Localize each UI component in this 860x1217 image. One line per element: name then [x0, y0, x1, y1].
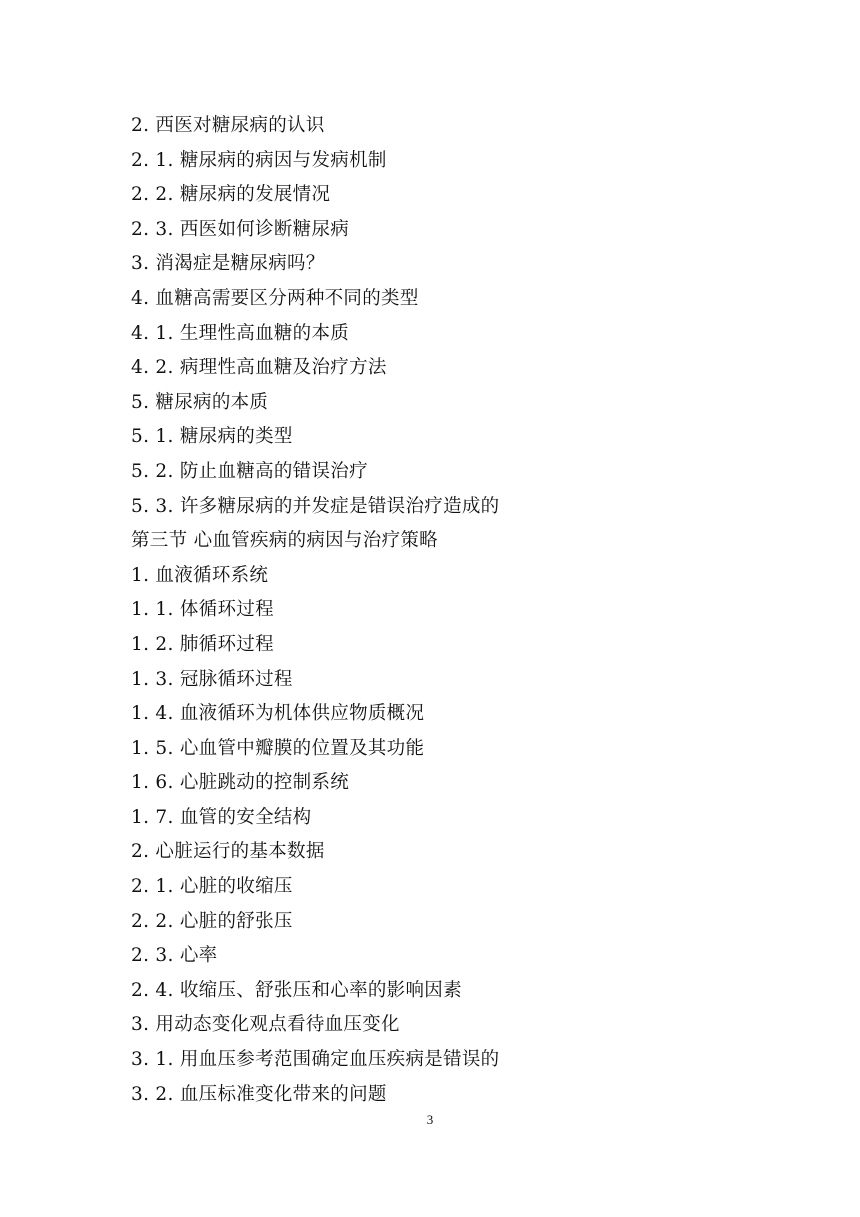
toc-line: 2. 4. 收缩压、舒张压和心率的影响因素	[131, 979, 462, 1001]
toc-line: 3. 用动态变化观点看待血压变化	[131, 1014, 400, 1036]
toc-section-heading: 第三节 心血管疾病的病因与治疗策略	[131, 530, 438, 552]
toc-line: 3. 消渴症是糖尿病吗？	[131, 253, 325, 275]
toc-line: 5. 3. 许多糖尿病的并发症是错误治疗造成的	[131, 495, 500, 517]
toc-line: 5. 糖尿病的本质	[131, 391, 269, 413]
toc-line: 1. 5. 心血管中瓣膜的位置及其功能	[131, 737, 425, 759]
toc-line: 4. 2. 病理性高血糖及治疗方法	[131, 357, 387, 379]
toc-line: 1. 2. 肺循环过程	[131, 633, 274, 655]
toc-line: 4. 血糖高需要区分两种不同的类型	[131, 287, 419, 309]
toc-line: 1. 6. 心脏跳动的控制系统	[131, 772, 350, 794]
table-of-contents	[131, 109, 499, 1112]
toc-line: 3. 1. 用血压参考范围确定血压疾病是错误的	[131, 1049, 500, 1071]
toc-line: 2. 3. 心率	[131, 945, 218, 967]
toc-line: 1. 4. 血液循环为机体供应物质概况	[131, 703, 425, 725]
toc-line: 2. 西医对糖尿病的认识	[131, 115, 325, 136]
toc-line: 1. 7. 血管的安全结构	[131, 806, 312, 828]
toc-line: 2. 3. 西医如何诊断糖尿病	[131, 218, 350, 240]
toc-line: 2. 心脏运行的基本数据	[131, 841, 325, 863]
toc-line: 5. 1. 糖尿病的类型	[131, 426, 293, 448]
toc-line: 2. 1. 糖尿病的病因与发病机制	[131, 149, 387, 171]
toc-line: 5. 2. 防止血糖高的错误治疗	[131, 460, 368, 482]
toc-line: 3. 2. 血压标准变化带来的问题	[131, 1083, 387, 1105]
toc-line: 1. 血液循环系统	[131, 564, 269, 586]
toc-line: 4. 1. 生理性高血糖的本质	[131, 322, 350, 344]
toc-line: 2. 2. 心脏的舒张压	[131, 910, 293, 932]
toc-line: 1. 3. 冠脉循环过程	[131, 668, 293, 690]
page-number: 3	[426, 1112, 434, 1127]
toc-line: 1. 1. 体循环过程	[131, 599, 274, 621]
toc-line: 2. 1. 心脏的收缩压	[131, 876, 293, 898]
toc-line: 2. 2. 糖尿病的发展情况	[131, 184, 331, 206]
